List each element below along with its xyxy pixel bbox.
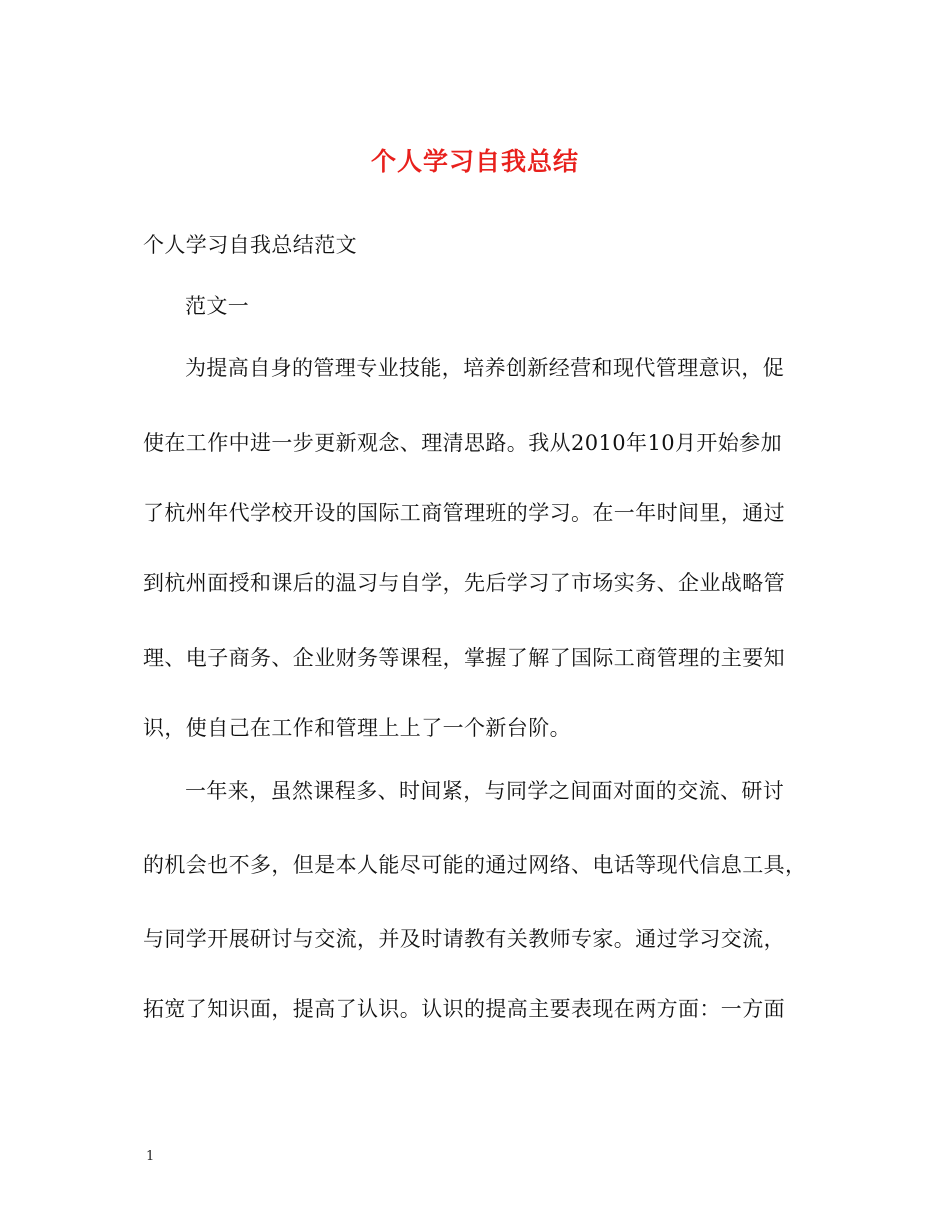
paragraph-line: 一年来，虽然课程多、时间紧，与同学之间面对面的交流、研讨: [185, 779, 785, 803]
paragraph-line: 与同学开展研讨与交流，并及时请教有关教师专家。通过学习交流，: [143, 927, 785, 951]
page-number: 1: [146, 1149, 155, 1164]
section-heading: 范文一: [185, 294, 250, 318]
paragraph-line: 了杭州年代学校开设的国际工商管理班的学习。在一年时间里，通过: [143, 501, 785, 525]
paragraph-line: 为提高自身的管理专业技能，培养创新经营和现代管理意识，促: [185, 356, 785, 380]
document-subtitle: 个人学习自我总结范文: [143, 233, 357, 257]
paragraph-line: 的机会也不多，但是本人能尽可能的通过网络、电话等现代信息工具，: [143, 853, 807, 877]
paragraph-line: 拓宽了知识面，提高了认识。认识的提高主要表现在两方面：一方面: [143, 997, 785, 1021]
paragraph-line: 理、电子商务、企业财务等课程，掌握了解了国际工商管理的主要知: [143, 646, 785, 670]
document-title: 个人学习自我总结: [370, 147, 579, 176]
paragraph-line: 使在工作中进一步更新观念、理清思路。我从2010年10月开始参加: [143, 431, 782, 455]
paragraph-line: 到杭州面授和课后的温习与自学，先后学习了市场实务、企业战略管: [143, 571, 785, 595]
paragraph-line: 识，使自己在工作和管理上上了一个新台阶。: [143, 716, 571, 740]
